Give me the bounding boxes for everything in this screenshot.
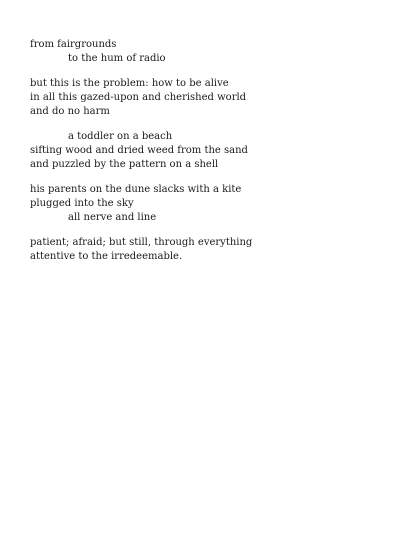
poem-line: his parents on the dune slacks with a kite bbox=[30, 184, 242, 195]
poem-line: and do no harm bbox=[30, 106, 110, 117]
poem-line: and puzzled by the pattern on a shell bbox=[30, 159, 219, 170]
poem-line-indented: a toddler on a beach bbox=[68, 131, 173, 142]
poem-line: in all this gazed-upon and cherished world bbox=[30, 92, 247, 103]
poem-line: sifting wood and dried weed from the sand bbox=[30, 145, 248, 156]
stanza-2 bbox=[30, 77, 390, 119]
poem-line: plugged into the sky bbox=[30, 198, 134, 209]
poem-line: attentive to the irredeemable. bbox=[30, 251, 183, 262]
poem-line: from fairgrounds bbox=[30, 39, 117, 50]
poem-line-indented: to the hum of radio bbox=[68, 53, 166, 64]
poem-line-indented: all nerve and line bbox=[68, 212, 157, 223]
poem-line: but this is the problem: how to be alive bbox=[30, 78, 229, 89]
stanza-4 bbox=[30, 183, 390, 225]
stanza-1 bbox=[30, 38, 390, 66]
poem-body bbox=[30, 38, 390, 275]
poem-line: patient; afraid; but still, through everything bbox=[30, 237, 253, 248]
stanza-5 bbox=[30, 236, 390, 264]
stanza-3 bbox=[30, 130, 390, 172]
